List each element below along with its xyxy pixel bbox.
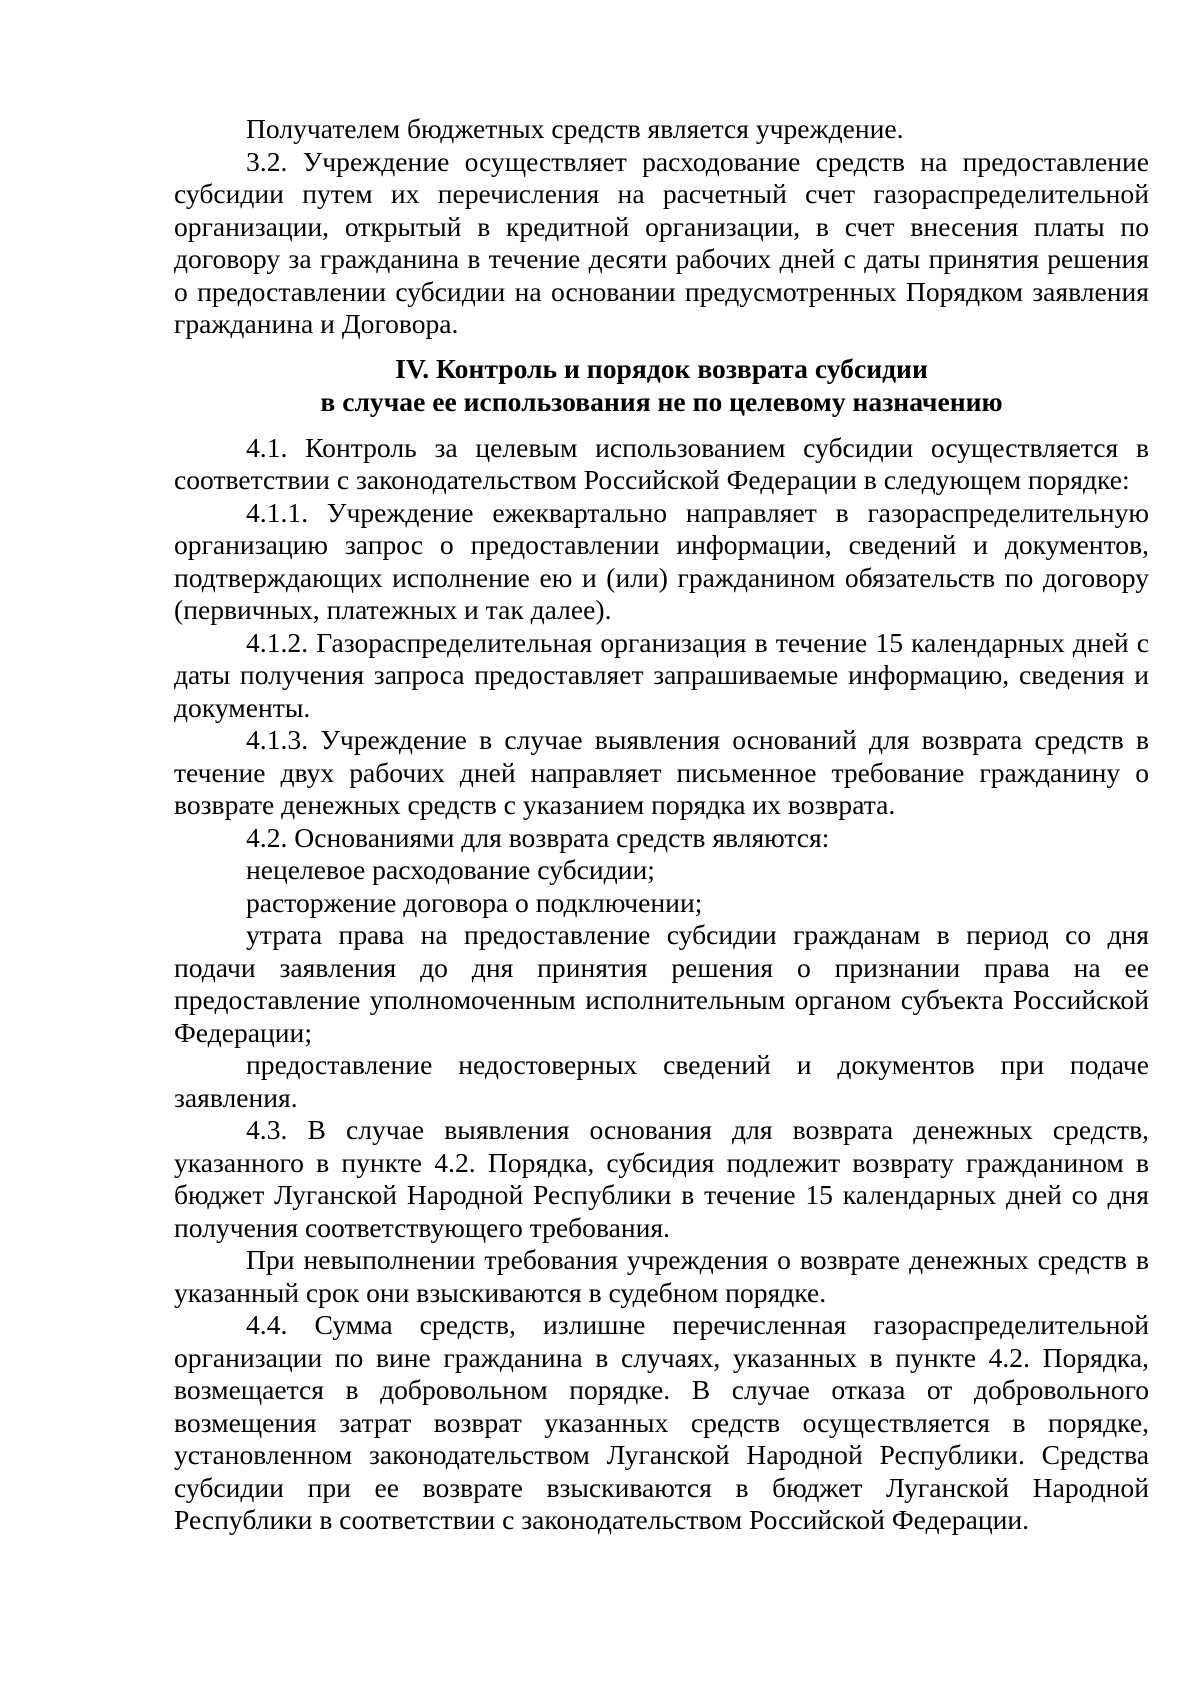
paragraph-4-4: 4.4. Сумма средств, излишне перечисленная газораспределительной организации по вине гражданина в случаях, указанных в пункте 4.2. Порядка, возмещается в добровольном порядке. В случае отказа от добровольного возмещения затрат возврат указанных средств осуществляется в порядке, установленном законодательством Луганской Народной Республики. Средства субсидии при ее возврате взыскиваются в бюджет Луганской Народной Республики в соответствии с законодательством Российской Федерации. [174, 1309, 1149, 1535]
paragraph-4-3-b: При невыполнении требования учреждения о возврате денежных средств в указанный срок они взыскиваются в судебном порядке. [174, 1244, 1149, 1308]
section-heading [174, 352, 1149, 418]
paragraph-4-1: 4.1. Контроль за целевым использованием субсидии осуществляется в соответствии с законодательством Российской Федерации в следующем порядке: [174, 431, 1149, 495]
list-item-4-2-b: расторжение договора о подключении; [246, 886, 703, 918]
paragraph-4-1-2: 4.1.2. Газораспределительная организация в течение 15 календарных дней с даты получения запроса предоставляет запрашиваемые информацию, сведения и документы. [174, 626, 1149, 723]
list-item-4-2-d: предоставление недостоверных сведений и документов при подаче заявления. [174, 1049, 1149, 1113]
section-heading-line1: IV. Контроль и порядок возврата субсидии [395, 352, 928, 384]
paragraph-4-1-3: 4.1.3. Учреждение в случае выявления оснований для возврата средств в течение двух рабочих дней направляет письменное требование гражданину о возврате денежных средств с указанием порядка их возврата. [174, 724, 1149, 820]
paragraph-4-2: 4.2. Основаниями для возврата средств являются: [246, 821, 830, 853]
document-page [174, 113, 1149, 1537]
paragraph-4-1-1: 4.1.1. Учреждение ежеквартально направляет в газораспределительную организацию запрос о предоставлении информации, сведений и документов, подтверждающих исполнение ею и (или) гражданином обязательств по договору (первичных, платежных и так далее). [174, 496, 1149, 625]
paragraph-4-3: 4.3. В случае выявления основания для возврата денежных средств, указанного в пункте 4.2. Порядка, субсидия подлежит возврату гражданином в бюджет Луганской Народной Республики в течение 15 календарных дней со дня получения соответствующего требования. [174, 1114, 1149, 1243]
list-item-4-2-a: нецелевое расходование субсидии; [246, 854, 655, 885]
paragraph-intro: Получателем бюджетных средств является учреждение. [246, 113, 904, 144]
section-heading-line2: в случае ее использования не по целевому назначению [320, 385, 1003, 417]
paragraph-3-2: 3.2. Учреждение осуществляет расходование средств на предоставление субсидии путем их перечисления на расчетный счет газораспределительной организации, открытый в кредитной организации, в счет внесения платы по договору за гражданина в течение десяти рабочих дней с даты принятия решения о предоставлении субсидии на основании предусмотренных Порядком заявления гражданина и Договора. [174, 145, 1149, 339]
list-item-4-2-c: утрата права на предоставление субсидии гражданам в период со дня подачи заявления до дня принятия решения о признании права на ее предоставление уполномоченным исполнительным органом субъекта Российской Федерации; [174, 919, 1149, 1048]
